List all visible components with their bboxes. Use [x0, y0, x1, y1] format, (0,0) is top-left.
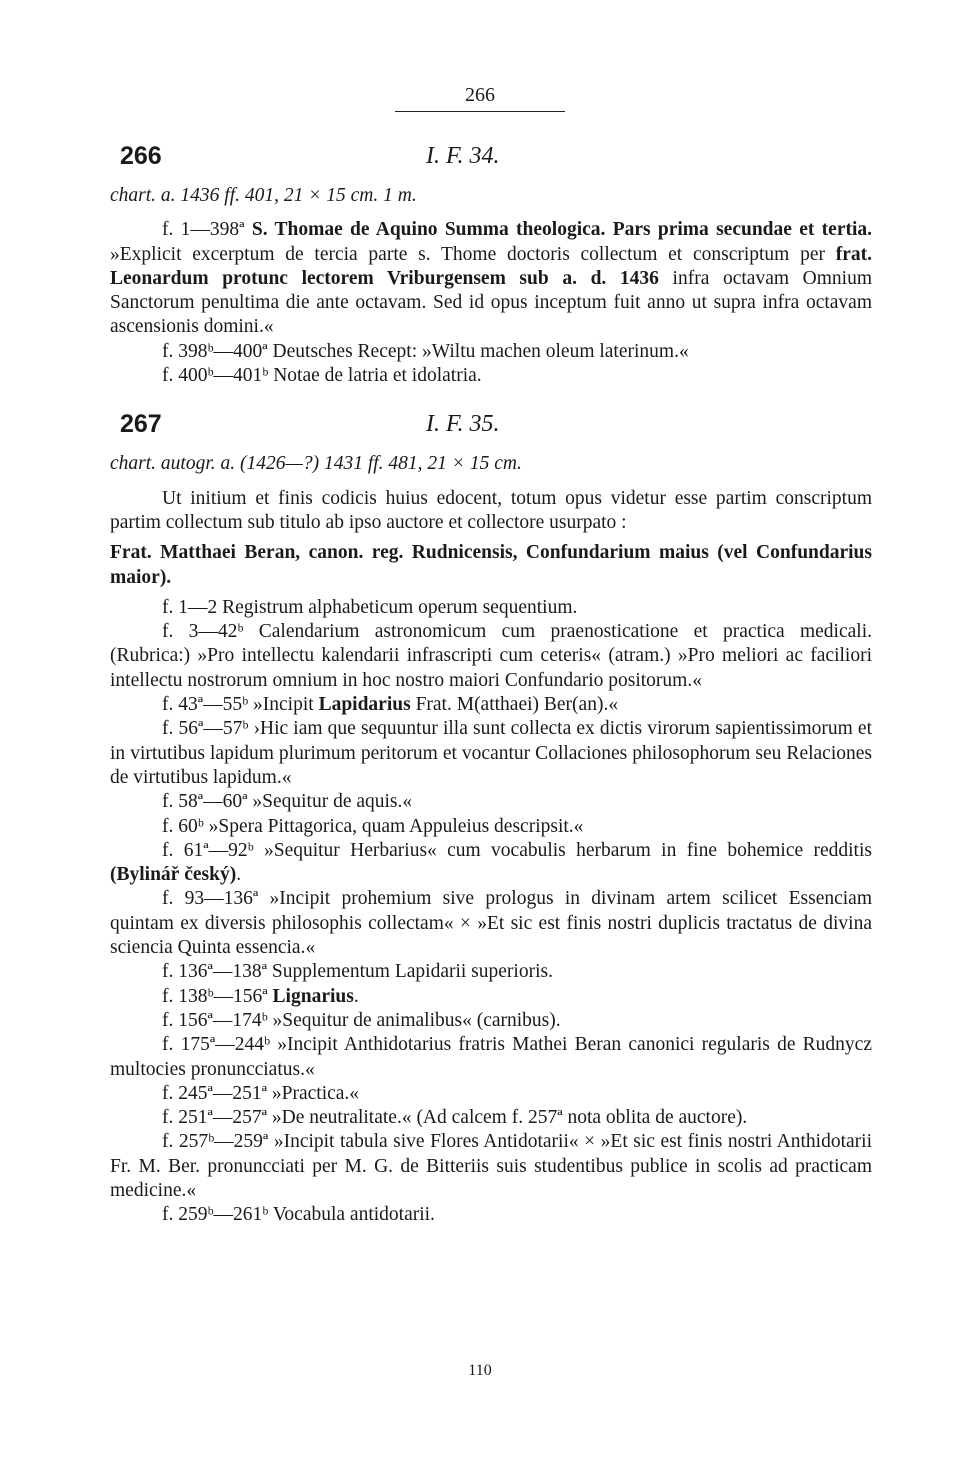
entry-number: 267	[120, 410, 162, 439]
folio-item: f. 1—2 Registrum alphabeticum operum sequentium.	[162, 596, 578, 618]
folio-item: f. 257ᵇ—259ª »Incipit tabula sive Flores Antidotarii« × »Et sic est finis nostri Anthidotarii Fr. M. Ber. pronuncciati per M. G. de Bitteriis suis studentibus publice in scolis ad practicam medicine.«	[110, 1131, 872, 1201]
folio-item: f. 1—398ª S. Thomae de Aquino Summa theologica. Pars prima secundae et tertia. »Explicit excerptum de tercia parte s. Thome doctoris collectum et conscriptum per frat. Leonardum protunc lectorem Vriburgensem sub a. d. 1436 infra octavam Omnium Sanctorum penultima die ante octavam. Sed id opus inceptum fuit anno ut supra infra octavam ascensionis domini.«	[110, 219, 873, 338]
entry-description: chart. autogr. a. (1426—?) 1431 ff. 481, 21 × 15 cm.	[110, 453, 522, 475]
work-title: Frat. Matthaei Beran, canon. reg. Rudnicensis, Confundarium maius (vel Confundarius maior).	[110, 542, 872, 588]
entry-heading	[110, 142, 872, 178]
folio-item: f. 245ª—251ª »Practica.«	[162, 1082, 360, 1104]
entry-signature: I. F. 35.	[426, 411, 500, 438]
folio-item: f. 60ᵇ »Spera Pittagorica, quam Appuleius descripsit.«	[162, 815, 584, 837]
entry-heading	[110, 410, 872, 446]
folio-item: f. 259ᵇ—261ᵇ Vocabula antidotarii.	[162, 1204, 435, 1226]
folio-item: f. 136ª—138ª Supplementum Lapidarii superioris.	[162, 961, 553, 983]
page-folio-number: 110	[468, 1362, 492, 1379]
folio-item: f. 175ª—244ᵇ »Incipit Anthidotarius fratris Mathei Beran canonici regularis de Rudnycz multocies pronuncciatus.«	[110, 1034, 872, 1080]
entry-number: 266	[120, 142, 162, 170]
folio-item: f. 398ᵇ—400ª Deutsches Recept: »Wiltu machen oleum laterinum.«	[162, 340, 689, 362]
folio-item: f. 93—136ª »Incipit prohemium sive prologus in divinam artem scilicet Essenciam quintam ex diversis philosophis collectam« × »Et sic est finis nostri duplicis tractatus de divina sciencia Quinta essencia.«	[110, 888, 872, 959]
page-body	[110, 128, 872, 1228]
folio-item: f. 138ᵇ—156ª Lignarius.	[162, 985, 359, 1007]
folio-item: f. 43ª—55ᵇ »Incipit Lapidarius Frat. M(atthaei) Ber(an).«	[162, 694, 619, 716]
folio-item: f. 3—42ᵇ Calendarium astronomicum cum praenosticatione et practica medicali. (Rubrica:) »Pro intellectu kalendarii infrascripti cum ceteris« (atram.) »Pro meliori ac faciliori intellectu nostrorum omnium in hoc nostro maiori Confundario positorum.«	[110, 621, 872, 691]
folio-item: f. 61ª—92ᵇ »Sequitur Herbarius« cum vocabulis herbarum in fine bohemice redditis (Bylinář český).	[110, 839, 872, 886]
folio-item: f. 251ª—257ª »De neutralitate.« (Ad calcem f. 257ª nota oblita de auctore).	[162, 1107, 748, 1129]
running-head-number: 266	[395, 84, 565, 112]
entry-signature: I. F. 34.	[426, 143, 500, 169]
folio-item: f. 156ª—174ᵇ »Sequitur de animalibus« (carnibus).	[162, 1009, 561, 1031]
running-head	[0, 84, 960, 116]
entry-description: chart. a. 1436 ff. 401, 21 × 15 cm. 1 m.	[110, 185, 417, 206]
folio-item: f. 58ª—60ª »Sequitur de aquis.«	[162, 791, 413, 813]
folio-item: f. 400ᵇ—401ᵇ Notae de latria et idolatria.	[162, 365, 482, 387]
entry-intro: Ut initium et finis codicis huius edocent, totum opus videtur esse partim conscriptum partim collectum sub titulo ab ipso auctore et collectore usurpato :	[110, 487, 872, 533]
folio-item: f. 56ª—57ᵇ ›Hic iam que sequuntur illa sunt collecta ex dictis virorum sapientissimorum et in virtutibus lapidum plurimum peritorum et vocantur Collaciones philosophorum seu Relaciones de virtutibus lapidum.«	[110, 718, 872, 788]
